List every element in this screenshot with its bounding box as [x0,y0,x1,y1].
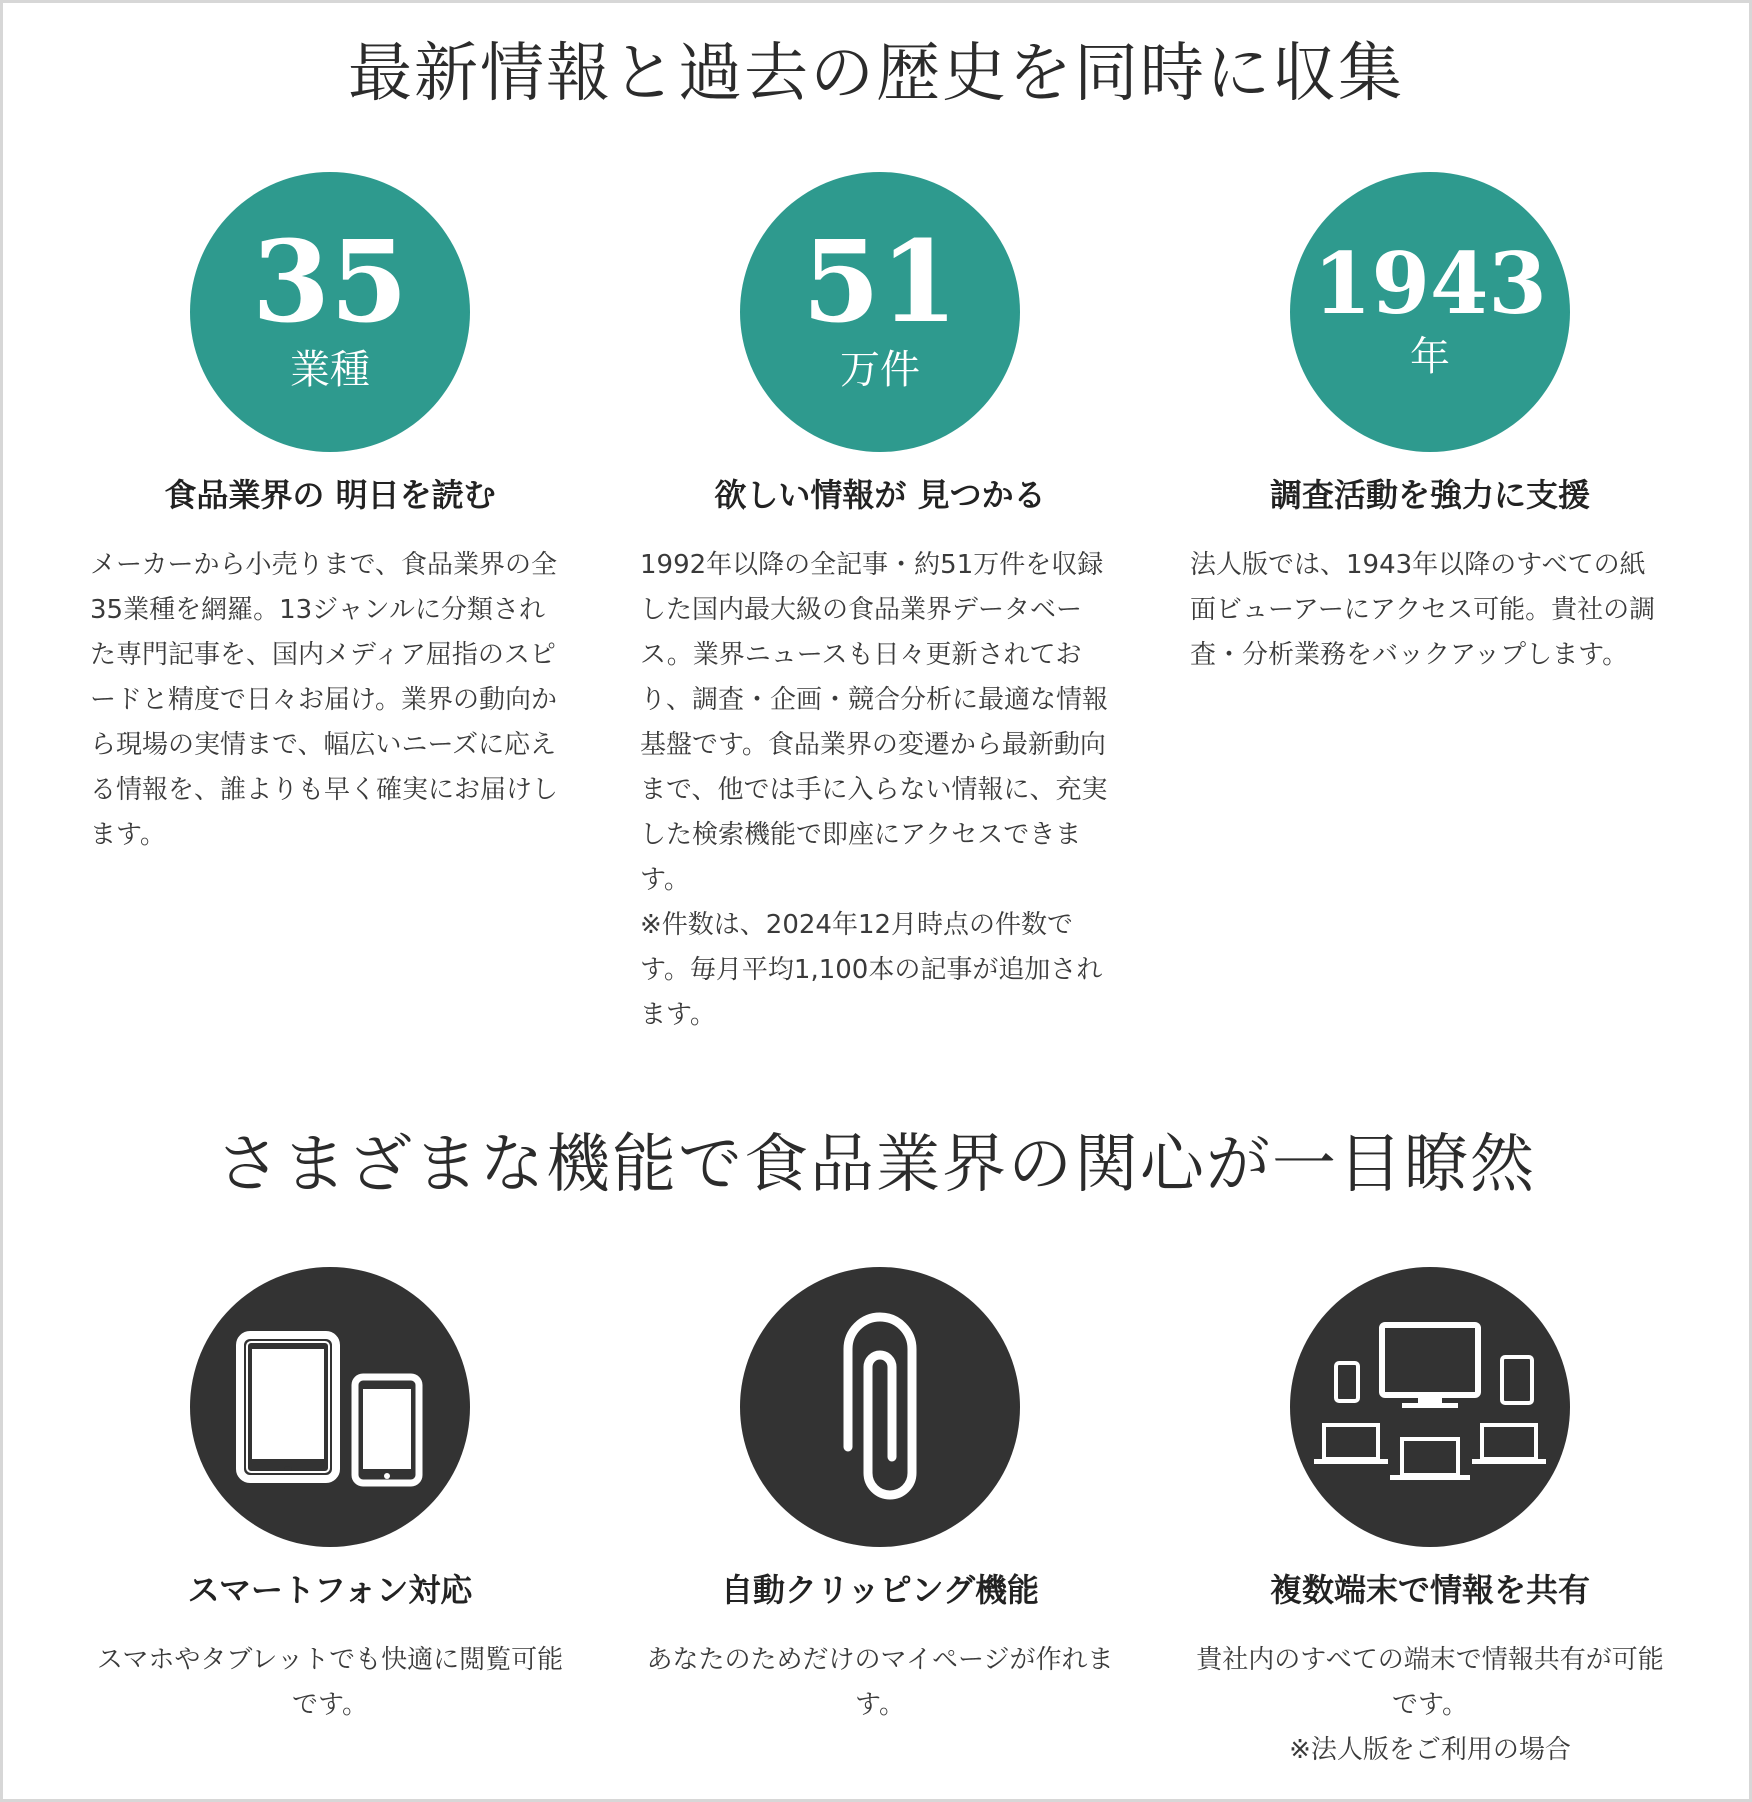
paperclip-icon [740,1267,1020,1547]
column-description [1190,1638,1670,1773]
feature-circle [190,1267,470,1547]
column-description [640,1638,1120,1728]
column-title: 食品業界の 明日を読む [164,476,496,514]
column-title: 自動クリッピング機能 [720,1571,1040,1609]
description-text: 貴社内のすべての端末で情報共有が可能です。 [1196,1645,1664,1720]
description-text: スマホやタブレットでも快適に閲覧可能です。 [96,1645,564,1720]
column-title: スマートフォン対応 [187,1571,473,1609]
column-title: 複数端末で情報を共有 [1269,1571,1590,1609]
feature-circle [1290,1267,1570,1547]
description-note: ※法人版をご利用の場合 [1289,1735,1571,1765]
tablet-phone-icon [190,1267,470,1547]
description-text: 1992年以降の全記事・約51万件を収録した国内最大級の食品業界データベース。業界ニュースも日々更新されており、調査・企画・競合分析に最適な情報基盤です。食品業界の変遷から最新動向まで、他では手に入らない情報に、充実した検索機能で即座にアクセスできます。 [640,550,1109,895]
stat-unit: 業種 [290,347,370,393]
description-text: メーカーから小売りまで、食品業界の全35業種を網羅。13ジャンルに分類された専門記事を、国内メディア屈指のスピードと精度で日々お届け。業界の動向から現場の実情まで、幅広いニーズに応える情報を、誰よりも早く確実にお届けします。 [90,550,559,850]
description-text: 法人版では、1943年以降のすべての紙面ビューアーにアクセス可能。貴社の調査・分析業務をバックアップします。 [1190,550,1656,670]
column-title: 調査活動を強力に支援 [1269,476,1590,514]
column-description [90,1638,570,1728]
stat-circle [190,172,470,452]
stat-unit: 年 [1410,334,1450,380]
stat-number: 1943 [1313,234,1547,333]
section-title-collect: 最新情報と過去の歴史を同時に収集 [348,37,1404,111]
section-title-features: さまざまな機能で食品業界の関心が一目瞭然 [216,1128,1536,1202]
column-description [1190,543,1670,678]
stat-unit: 万件 [840,347,920,393]
column-description [90,543,570,858]
stat-number: 35 [252,217,408,348]
description-text: あなたのためだけのマイページが作れます。 [646,1645,1114,1720]
stat-circle [740,172,1020,452]
stat-circle [1290,172,1570,452]
column-title: 欲しい情報が 見つかる [714,476,1046,514]
column-description [640,543,1120,1038]
multi-device-icon [1290,1267,1570,1547]
stat-number: 51 [802,217,958,348]
description-note: ※件数は、2024年12月時点の件数です。毎月平均1,100本の記事が追加されます。 [640,910,1103,1030]
feature-circle [740,1267,1020,1547]
